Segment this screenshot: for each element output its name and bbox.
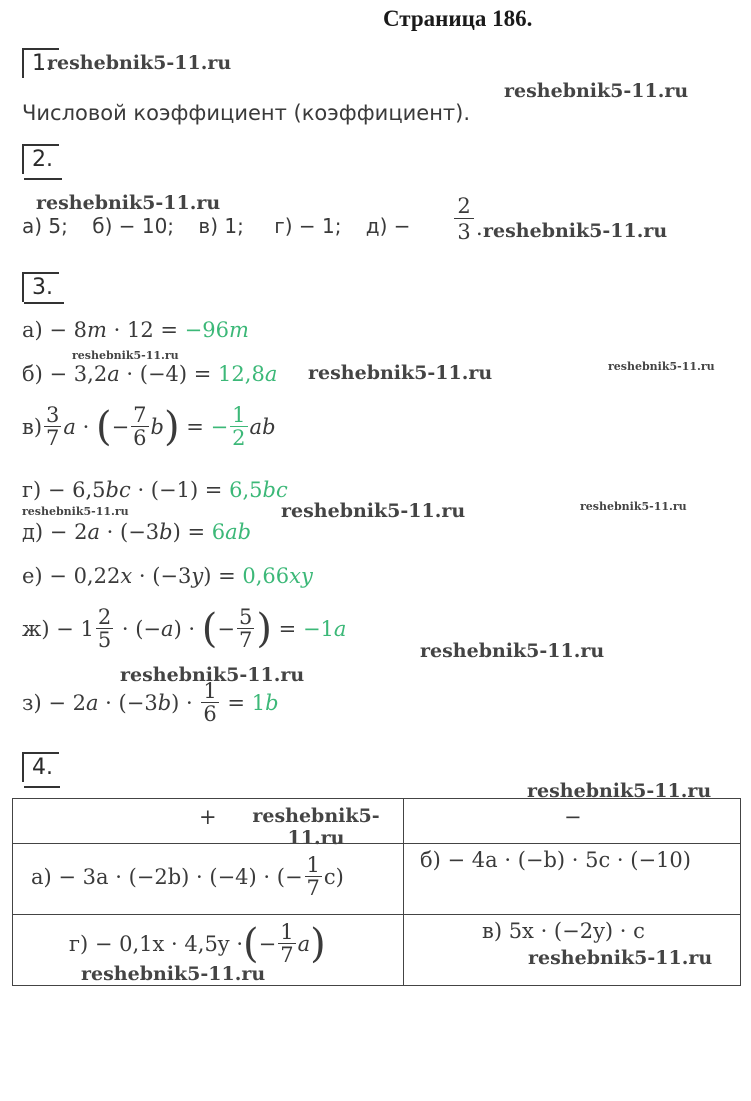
expr-mid: · (− xyxy=(115,616,162,641)
task-3d xyxy=(22,520,251,544)
equals: = xyxy=(271,616,303,641)
paren-open-icon: ( xyxy=(243,920,259,967)
task-3zh xyxy=(22,606,346,651)
expr: а) − 3a · (−2b) · (−4) · (− xyxy=(31,864,303,889)
minus: − xyxy=(217,616,235,641)
watermark: reshebnik5-11.ru xyxy=(252,805,380,849)
var: b xyxy=(157,690,172,715)
watermark: reshebnik5-11.ru xyxy=(608,360,715,373)
watermark: reshebnik5-11.ru xyxy=(483,220,668,242)
answer-var: xy xyxy=(289,564,313,588)
numerator: 1 xyxy=(306,853,320,877)
denominator: 7 xyxy=(239,628,253,652)
denominator: 7 xyxy=(46,426,60,450)
number-underline xyxy=(24,178,62,180)
task-2-item-g: г) − 1; xyxy=(274,214,342,238)
expr-left: е) − 0,22 xyxy=(22,564,121,588)
task-3e xyxy=(22,564,313,588)
answer: −1 xyxy=(302,616,334,641)
watermark: reshebnik5-11.ru xyxy=(81,963,266,985)
dot: · xyxy=(75,414,96,439)
watermark: reshebnik5-11.ru xyxy=(527,780,712,802)
answer: 12,8 xyxy=(218,362,265,386)
task-2-fraction xyxy=(454,194,474,245)
expr-left: з) − 2 xyxy=(22,690,86,715)
fraction xyxy=(131,404,148,449)
expr-mid: · 12 = xyxy=(106,318,185,342)
equals: = xyxy=(179,414,211,439)
answer: 1 xyxy=(251,690,266,715)
denominator: 2 xyxy=(232,426,246,450)
cell-v-expr: в) 5x · (−2y) · c xyxy=(482,919,645,943)
table-row xyxy=(13,915,741,986)
answer-var: a xyxy=(264,362,278,386)
paren-open-icon: ( xyxy=(201,605,218,652)
watermark: reshebnik5-11.ru xyxy=(72,349,179,362)
answer: −96 xyxy=(184,318,229,342)
numerator: 5 xyxy=(239,605,253,629)
page-title: Страница 186. xyxy=(383,6,533,31)
task-2-answers xyxy=(22,214,411,238)
paren-close-icon: ) xyxy=(310,920,326,967)
task-3g xyxy=(22,478,288,502)
var: y xyxy=(191,564,204,588)
var: b xyxy=(159,520,173,544)
expr-mid: · (−3 xyxy=(99,520,160,544)
answer-minus: − xyxy=(210,414,229,439)
expr-mid: · (−3 xyxy=(98,690,158,715)
var: a xyxy=(63,414,76,439)
var: bc xyxy=(105,478,131,502)
cell-a-expr xyxy=(31,854,344,899)
watermark: reshebnik5-11.ru xyxy=(528,947,713,969)
task-2-number-box xyxy=(22,144,59,174)
expr-mid: · (−3 xyxy=(132,564,192,588)
cell-b xyxy=(404,844,741,915)
fraction xyxy=(44,404,61,449)
cell-g xyxy=(13,915,404,986)
answer-var: ab xyxy=(225,520,252,544)
column-minus xyxy=(404,799,741,844)
var: ab xyxy=(249,414,276,439)
task-4-number: 4. xyxy=(22,752,59,782)
minus: − xyxy=(258,931,277,956)
table-header-row xyxy=(13,799,741,844)
watermark: reshebnik5-11.ru xyxy=(580,500,687,513)
label: в) xyxy=(22,414,43,439)
task-2-item-b: б) − 10; xyxy=(92,214,175,238)
fraction-numerator: 2 xyxy=(454,194,474,219)
task-4-number-box xyxy=(22,752,59,782)
paren-open-icon: ( xyxy=(95,403,112,450)
var: a xyxy=(85,690,99,715)
answer-var: b xyxy=(265,690,279,715)
var: b xyxy=(150,414,164,439)
var: a xyxy=(107,362,120,386)
task-3-number: 3. xyxy=(22,272,59,302)
watermark: reshebnik5-11.ru xyxy=(308,362,493,384)
paren-close-icon: ) xyxy=(256,605,272,652)
denominator: 6 xyxy=(133,426,147,450)
var: x xyxy=(120,564,133,588)
column-plus-label: + xyxy=(199,805,217,829)
equals: = xyxy=(220,690,252,715)
watermark: reshebnik5-11.ru xyxy=(420,640,605,662)
watermark: reshebnik5-11.ru xyxy=(504,80,689,102)
task-2-item-v: в) 1; xyxy=(198,214,244,238)
watermark: reshebnik5-11.ru xyxy=(36,192,221,214)
task-1-text: Числовой коэффициент (коэффициент). xyxy=(22,101,471,125)
fraction xyxy=(237,606,254,651)
expr-mid: ) = xyxy=(172,520,212,544)
task-1-number: 1. xyxy=(22,48,59,78)
task-2-tail: . xyxy=(476,216,483,240)
numerator: 2 xyxy=(97,605,112,629)
number-underline xyxy=(24,302,64,304)
fraction xyxy=(201,680,218,725)
expr-left: а) − 8 xyxy=(22,318,88,342)
answer: 6,5 xyxy=(229,478,263,502)
task-3b xyxy=(22,362,277,386)
table-row xyxy=(13,844,741,915)
expr-mid: · (−1) = xyxy=(130,478,230,502)
task-2-item-d: д) − xyxy=(365,214,411,238)
expr-mid: ) · xyxy=(173,616,202,641)
denominator: 6 xyxy=(203,702,217,726)
var: a xyxy=(87,520,100,544)
denominator: 5 xyxy=(97,628,112,652)
paren-close-icon: ) xyxy=(164,403,180,450)
expr-mid: ) · xyxy=(171,690,200,715)
answer-var: m xyxy=(228,318,249,342)
watermark: reshebnik5-11.ru xyxy=(120,664,305,686)
fraction xyxy=(278,921,295,966)
column-minus-label: − xyxy=(564,805,582,829)
task-3a xyxy=(22,318,249,342)
number-underline xyxy=(24,786,60,788)
minus: − xyxy=(111,414,130,439)
task-3-number-box xyxy=(22,272,59,302)
var: a xyxy=(297,931,311,956)
task-3v xyxy=(22,404,276,449)
cell-a xyxy=(13,844,404,915)
fraction-denominator: 3 xyxy=(457,220,471,244)
denominator: 7 xyxy=(306,876,320,900)
task-2-number: 2. xyxy=(22,144,59,174)
answer: 0,66 xyxy=(242,564,290,588)
numerator: 3 xyxy=(46,403,60,427)
answer-var: bc xyxy=(262,478,288,502)
cell-b-expr: б) − 4a · (−b) · 5c · (−10) xyxy=(420,848,691,872)
var: m xyxy=(87,318,107,342)
denominator: 7 xyxy=(280,943,294,967)
answer-fraction xyxy=(230,404,247,449)
watermark: reshebnik5-11.ru xyxy=(47,52,232,74)
answer: 6 xyxy=(211,520,226,544)
fraction xyxy=(305,854,322,899)
answer-var: a xyxy=(333,616,347,641)
fraction xyxy=(96,606,113,651)
expr-mid: ) = xyxy=(203,564,243,588)
var: a xyxy=(161,616,174,641)
cell-v xyxy=(404,915,741,986)
task-3z xyxy=(22,680,279,725)
task-4-table xyxy=(12,798,741,986)
expr: г) − 0,1x · 4,5y · xyxy=(69,931,244,956)
watermark: reshebnik5-11.ru xyxy=(22,505,129,518)
cell-g-expr xyxy=(69,921,326,966)
numerator: 7 xyxy=(133,403,147,427)
numerator: 1 xyxy=(280,920,294,944)
task-2-item-a: а) 5; xyxy=(22,214,68,238)
expr-left: б) − 3,2 xyxy=(22,362,108,386)
expr-tail: c) xyxy=(323,864,344,889)
numerator: 1 xyxy=(232,403,246,427)
watermark: reshebnik5-11.ru xyxy=(281,500,466,522)
expr-left: д) − 2 xyxy=(22,520,88,544)
numerator: 1 xyxy=(203,679,217,703)
expr-left: г) − 6,5 xyxy=(22,478,106,502)
expr-mid: · (−4) = xyxy=(119,362,219,386)
column-plus xyxy=(13,799,404,849)
expr-left: ж) − 1 xyxy=(22,616,94,641)
